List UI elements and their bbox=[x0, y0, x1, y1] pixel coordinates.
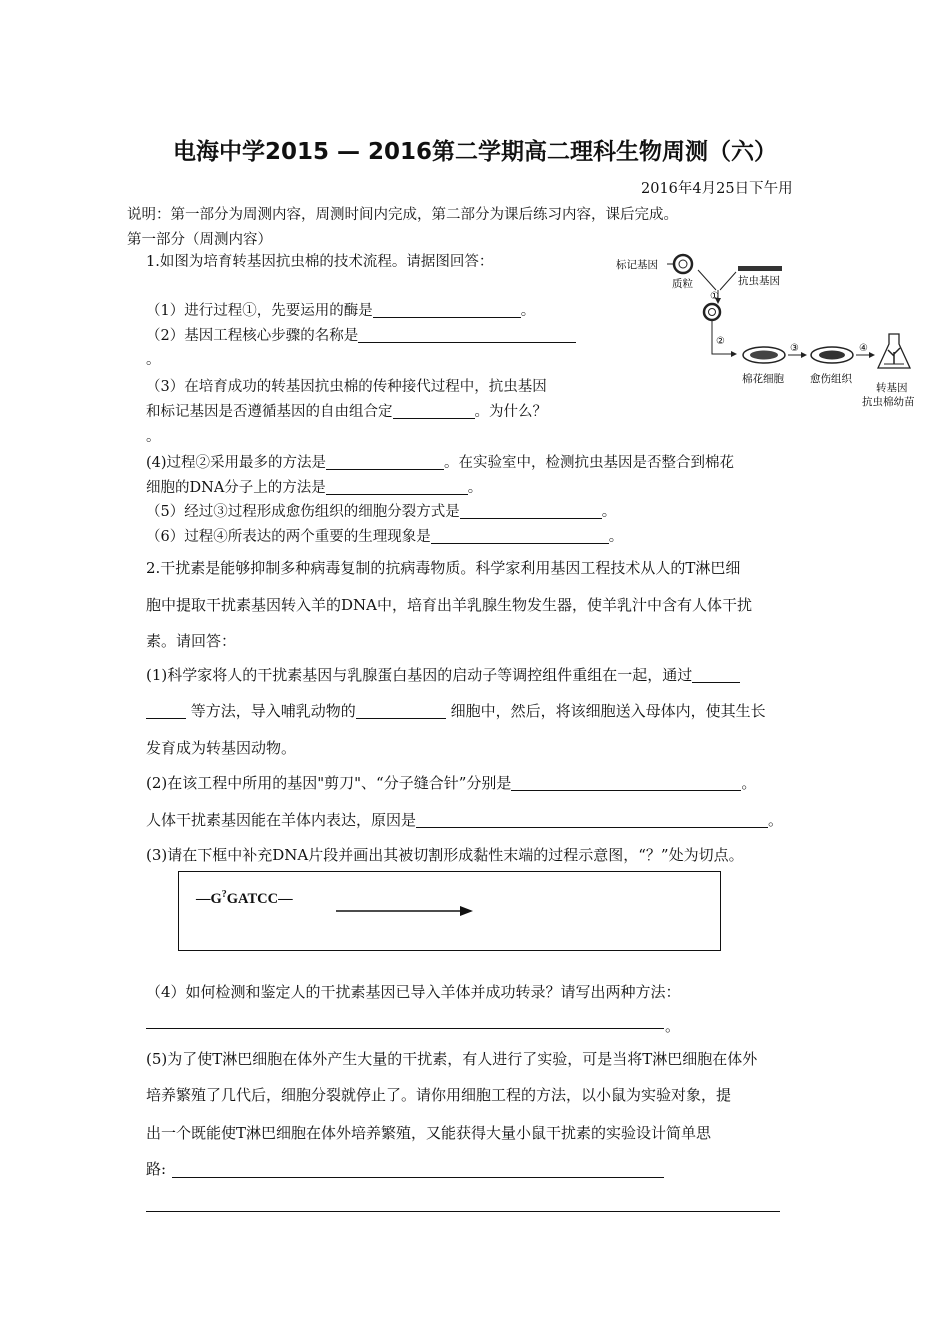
transgenic-flow-diagram bbox=[612, 248, 926, 416]
q2-part4-end: 。 bbox=[665, 1017, 681, 1035]
answer-blank[interactable] bbox=[393, 404, 475, 420]
q2-part2-line1: (2)在该工程中所用的基因"剪刀"、“分子缝合针”分别是 。 bbox=[146, 774, 757, 792]
answer-blank[interactable] bbox=[416, 812, 768, 828]
q1-part6: （6）过程④所表达的两个重要的生理现象是 。 bbox=[146, 529, 624, 545]
q1-part2: （2）基因工程核心步骤的名称是 bbox=[146, 324, 576, 345]
cotton-cells-label: 棉花细胞 bbox=[742, 373, 784, 385]
q1-stem: 1.如图为培育转基因抗虫棉的技术流程。请据图回答： bbox=[146, 254, 494, 270]
marker-gene-label: 标记基因 bbox=[616, 259, 658, 271]
answer-line[interactable] bbox=[172, 1177, 664, 1178]
answer-blank[interactable] bbox=[431, 529, 609, 545]
insect-gene-bar bbox=[738, 266, 782, 271]
q1-part3-line1: （3）在培育成功的转基因抗虫棉的传种接代过程中，抗虫基因 bbox=[146, 379, 547, 395]
answer-blank[interactable] bbox=[460, 504, 602, 520]
seedling-label-line2: 抗虫棉幼苗 bbox=[862, 396, 915, 408]
q1-part3-line2: 和标记基因是否遵循基因的自由组合定 。为什么？ bbox=[146, 404, 547, 420]
q2-part1-line3: 发育成为转基因动物。 bbox=[146, 739, 297, 757]
q2-part4: （4）如何检测和鉴定人的干扰素基因已导入羊体并成功转录？请写出两种方法： bbox=[146, 983, 681, 1001]
arrow-icon bbox=[336, 904, 476, 918]
answer-blank[interactable] bbox=[373, 303, 521, 319]
q1-part5: （5）经过③过程形成愈伤组织的细胞分裂方式是 。 bbox=[146, 504, 617, 520]
step1-label: ① bbox=[710, 291, 719, 302]
q1-part4-line2: 细胞的DNA分子上的方法是 。 bbox=[146, 480, 483, 496]
date-line: 2016年4月25日下午用 bbox=[641, 181, 793, 197]
q1-part2-end: 。 bbox=[146, 352, 161, 368]
answer-blank[interactable] bbox=[358, 328, 576, 344]
q2-stem-line1: 2.干扰素是能够抑制多种病毒复制的抗病毒物质。科学家利用基因工程技术从人的T淋巴细 bbox=[146, 559, 741, 577]
step3-label: ③ bbox=[790, 343, 799, 354]
answer-line[interactable] bbox=[146, 1211, 780, 1212]
answer-blank[interactable] bbox=[326, 480, 468, 496]
part-heading: 第一部分（周测内容） bbox=[127, 232, 272, 248]
answer-line[interactable] bbox=[146, 1028, 664, 1029]
insect-gene-label: 抗虫基因 bbox=[738, 275, 780, 287]
step4-label: ④ bbox=[859, 343, 868, 354]
q2-part2-line2: 人体干扰素基因能在羊体内表达，原因是 。 bbox=[146, 811, 784, 829]
q2-part5-line2: 培养繁殖了几代后，细胞分裂就停止了。请你用细胞工程的方法，以小鼠为实验对象，提 bbox=[146, 1086, 732, 1104]
q1-part3-end: 。 bbox=[146, 429, 161, 445]
dna-fragment-label: —G?GATCC— bbox=[196, 889, 293, 907]
q2-part5-line4: 路: bbox=[146, 1160, 167, 1178]
q1-part1: （1）进行过程①，先要运用的酶是 。 bbox=[146, 303, 536, 319]
q2-part5-line3: 出一个既能使T淋巴细胞在体外培养繁殖，又能获得大量小鼠干扰素的实验设计简单思 bbox=[146, 1124, 712, 1142]
seedling-label-line1: 转基因 bbox=[876, 382, 908, 394]
answer-blank[interactable] bbox=[511, 775, 741, 791]
answer-blank[interactable] bbox=[146, 703, 186, 719]
step2-label: ② bbox=[716, 336, 725, 347]
plasmid-icon bbox=[674, 255, 692, 273]
q1-part4-line1: (4)过程②采用最多的方法是 。在实验室中，检测抗虫基因是否整合到棉花 bbox=[146, 455, 735, 471]
plasmid-label: 质粒 bbox=[672, 278, 693, 290]
answer-blank[interactable] bbox=[692, 667, 740, 683]
q2-stem-line2: 胞中提取干扰素基因转入羊的DNA中，培育出羊乳腺生物发生器，使羊乳汁中含有人体干扰 bbox=[146, 596, 752, 614]
answer-blank[interactable] bbox=[356, 703, 446, 719]
answer-blank[interactable] bbox=[326, 455, 444, 471]
q2-part3: (3)请在下框中补充DNA片段并画出其被切割形成黏性末端的过程示意图，“？”处为切点。 bbox=[146, 846, 744, 864]
q2-part1-line2: 等方法，导入哺乳动物的 细胞中，然后，将该细胞送入母体内，使其生长 bbox=[146, 700, 766, 721]
page-title: 电海中学2015 — 2016第二学期高二理科生物周测（六） bbox=[172, 139, 778, 165]
callus-label: 愈伤组织 bbox=[810, 373, 852, 385]
q2-stem-line3: 素。请回答： bbox=[146, 632, 237, 650]
q2-part1-line1: (1)科学家将人的干扰素基因与乳腺蛋白基因的启动子等调控组件重组在一起，通过 bbox=[146, 664, 740, 685]
instructions: 说明：第一部分为周测内容，周测时间内完成，第二部分为课后练习内容，课后完成。 bbox=[127, 207, 678, 223]
recombinant-plasmid-icon bbox=[704, 304, 720, 320]
q2-part5-line1: (5)为了使T淋巴细胞在体外产生大量的干扰素，有人进行了实验，可是当将T淋巴细胞在体外 bbox=[146, 1050, 758, 1068]
